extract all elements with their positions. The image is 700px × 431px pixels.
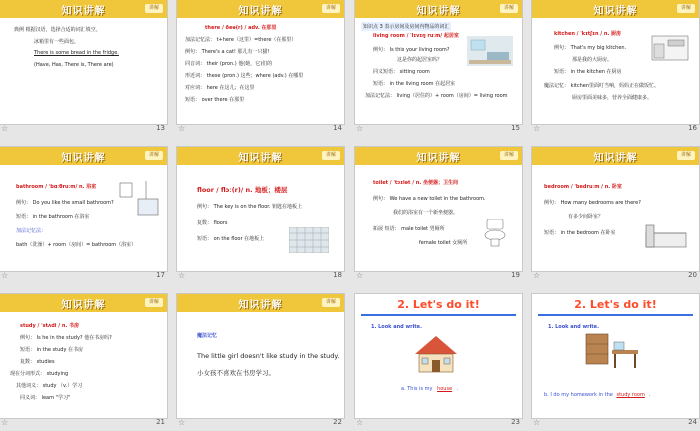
slide-19[interactable] bbox=[355, 147, 522, 280]
star-icon: ☆ bbox=[178, 124, 186, 133]
slide-line: 短语： on the floor 在地板上 bbox=[197, 236, 265, 242]
bedroom-image bbox=[644, 219, 692, 253]
header-badge: 讲解 bbox=[500, 151, 518, 160]
header-badge: 讲解 bbox=[677, 151, 695, 160]
slide-22[interactable] bbox=[177, 294, 344, 427]
slide-15[interactable] bbox=[355, 0, 522, 133]
slide-number: 14 bbox=[333, 124, 342, 132]
answer-blank[interactable]: study room bbox=[616, 392, 645, 398]
slide-line: 有多少间卧室？ bbox=[568, 214, 604, 220]
slide-line: 例句： There's a cat! 那儿有一只猫! bbox=[185, 49, 270, 55]
slide-header bbox=[0, 294, 167, 312]
star-icon: ☆ bbox=[356, 124, 364, 133]
slide-line: female toilet 女厕所 bbox=[419, 240, 468, 246]
slide-23[interactable] bbox=[355, 294, 522, 427]
bathroom-image bbox=[118, 181, 160, 219]
slide-line: 短语： in the living room 在起居室 bbox=[373, 81, 456, 87]
slide-number: 22 bbox=[333, 418, 342, 426]
slide-line: The little girl doesn't like study in the study. bbox=[197, 352, 340, 360]
word-heading: bathroom / ˈbɑːθruːm/ n. 浴室 bbox=[16, 184, 97, 190]
living-room-image bbox=[467, 36, 513, 66]
slide-line: 加法记忆法： bbox=[16, 228, 47, 234]
slide-header bbox=[0, 0, 167, 18]
star-icon: ☆ bbox=[1, 418, 9, 427]
word-heading: kitchen / ˈkɪtʃɪn / n. 厨房 bbox=[554, 31, 622, 37]
slide-line: 冰箱里有一些面包。 bbox=[34, 39, 80, 45]
word-heading: there / ðeə(r) / adv. 在那里 bbox=[205, 25, 277, 31]
slide-line: 例句： We have a new toilet in the bathroom. bbox=[373, 196, 486, 202]
slide-line: 例句： Is he in the study? 他在书房吗? bbox=[20, 335, 112, 341]
slide-title: 2. Let's do it! bbox=[397, 298, 480, 311]
slide-line: 小女孩不喜欢在书房学习。 bbox=[197, 369, 275, 377]
slide-header bbox=[0, 147, 167, 165]
slide-14[interactable] bbox=[177, 0, 344, 133]
slide-number: 19 bbox=[511, 271, 520, 279]
header-badge: 讲解 bbox=[145, 151, 163, 160]
slide-line: 例句： How many bedrooms are there? bbox=[544, 200, 641, 206]
toilet-image bbox=[483, 219, 509, 247]
slide-line: There is some bread in the fridge. bbox=[34, 50, 119, 56]
word-heading: floor / flɔː(r)/ n. 地板；楼层 bbox=[197, 186, 288, 194]
star-icon: ☆ bbox=[1, 271, 9, 280]
slide-header bbox=[355, 0, 522, 18]
slide-title: 知识讲解 bbox=[238, 153, 283, 164]
slide-header bbox=[532, 0, 699, 18]
slide-title: 知识讲解 bbox=[593, 6, 638, 17]
star-icon: ☆ bbox=[1, 124, 9, 133]
slide-line: 魔法记忆： kitchen里面叮当响，妈妈正在做饭忙。 bbox=[544, 83, 659, 89]
slide-line: 短语： in the bathroom 在浴室 bbox=[16, 214, 90, 220]
slide-21[interactable] bbox=[0, 294, 167, 427]
title-divider bbox=[538, 314, 693, 316]
slide-line: 形近词： these (pron.) 这些；where (adv.) 在哪里 bbox=[185, 73, 304, 79]
star-icon: ☆ bbox=[178, 271, 186, 280]
star-icon: ☆ bbox=[533, 271, 541, 280]
slide-line: 典例 根据汉语，选择合适的词汇填空。 bbox=[14, 27, 101, 33]
word-heading: study / ˈstʌdi / n. 书房 bbox=[20, 323, 80, 329]
study-room-image bbox=[584, 332, 640, 376]
kitchen-image bbox=[650, 30, 690, 62]
slide-line: 现在分词形式： studying bbox=[10, 371, 69, 377]
star-icon: ☆ bbox=[178, 418, 186, 427]
slide-line: 短语： in the kitchen 在厨房 bbox=[554, 69, 622, 75]
title-divider bbox=[361, 314, 516, 316]
slide-header bbox=[177, 294, 344, 312]
slide-line: 那是我的大厨房。 bbox=[572, 57, 613, 63]
slide-header bbox=[355, 147, 522, 165]
slide-20[interactable] bbox=[532, 147, 699, 280]
header-badge: 讲解 bbox=[322, 4, 340, 13]
slide-line: 1. Look and write. bbox=[371, 324, 422, 330]
slide-title: 知识讲解 bbox=[238, 300, 283, 311]
slide-number: 13 bbox=[156, 124, 165, 132]
slide-line: 同义短语： sitting room bbox=[373, 69, 430, 75]
floor-image bbox=[289, 227, 329, 253]
slide-title: 知识讲解 bbox=[61, 6, 106, 17]
header-badge: 讲解 bbox=[145, 4, 163, 13]
slide-line: 加法记忆法： living（居住的）+ room（房间）= living room bbox=[365, 93, 508, 99]
header-badge: 讲解 bbox=[677, 4, 695, 13]
exercise-period: . bbox=[648, 392, 651, 398]
slide-line: 复数： floors bbox=[197, 220, 228, 226]
slide-line: 例句： That's my big kitchen. bbox=[554, 45, 627, 51]
slide-line: 这是你的起居室吗？ bbox=[397, 57, 443, 63]
slide-number: 16 bbox=[688, 124, 697, 132]
slide-18[interactable] bbox=[177, 147, 344, 280]
slide-13[interactable] bbox=[0, 0, 167, 133]
word-heading: bedroom / ˈbedruːm / n. 卧室 bbox=[544, 184, 622, 190]
slide-line: 其他词义： study （v.）学习 bbox=[16, 383, 83, 389]
slide-16[interactable] bbox=[532, 0, 699, 133]
slide-line: 拓展 短语： male toilet 男厕所 bbox=[373, 226, 445, 232]
slide-header bbox=[177, 0, 344, 18]
slide-line: 1. Look and write. bbox=[548, 324, 599, 330]
slide-line: 对应词： here 在这儿；在这里 bbox=[185, 85, 255, 91]
slide-line: bath（洗澡）+ room（房间）= bathroom（浴室） bbox=[16, 242, 137, 248]
exercise-prompt: a. This is my bbox=[401, 386, 433, 392]
slide-title: 知识讲解 bbox=[593, 153, 638, 164]
slide-title: 知识讲解 bbox=[238, 6, 283, 17]
slide-line: 例句： Do you like the small bathroom? bbox=[16, 200, 114, 206]
word-heading: living room / ˈlɪvɪŋ ruːm/ 起居室 bbox=[373, 33, 459, 39]
slide-number: 23 bbox=[511, 418, 520, 426]
star-icon: ☆ bbox=[356, 271, 364, 280]
star-icon: ☆ bbox=[356, 418, 364, 427]
header-badge: 讲解 bbox=[322, 151, 340, 160]
slide-number: 20 bbox=[688, 271, 697, 279]
slide-title: 知识讲解 bbox=[61, 153, 106, 164]
slide-title: 2. Let's do it! bbox=[574, 298, 657, 311]
slide-line: 加法记忆法： t+here（这里）=there（在那里） bbox=[185, 37, 297, 43]
slide-line: 我们的浴室有一个新坐便器。 bbox=[393, 210, 459, 216]
slide-line: 同音词： their (pron.) 他(她，它)们的 bbox=[185, 61, 273, 67]
slide-number: 15 bbox=[511, 124, 520, 132]
knowledge-tag: 知识点 3 表示房间及房间内物品的词汇 bbox=[363, 24, 450, 30]
slide-number: 18 bbox=[333, 271, 342, 279]
star-icon: ☆ bbox=[533, 124, 541, 133]
star-icon: ☆ bbox=[533, 418, 541, 427]
answer-blank[interactable]: house bbox=[437, 386, 453, 392]
exercise-period: . bbox=[456, 386, 459, 392]
slide-number: 17 bbox=[156, 271, 165, 279]
slide-line: 复数： studies bbox=[20, 359, 55, 365]
header-badge: 讲解 bbox=[322, 298, 340, 307]
magic-memory-tag: 魔法记忆 bbox=[197, 333, 218, 339]
slide-title: 知识讲解 bbox=[61, 300, 106, 311]
slide-line: 例句： The key is on the floor. 钥匙在地板上 bbox=[197, 204, 303, 210]
header-badge: 讲解 bbox=[500, 4, 518, 13]
slide-line: 厨房里面美味多，营养全面健康多。 bbox=[572, 95, 653, 101]
slide-line: 短语： over there 在那里 bbox=[185, 97, 245, 103]
slide-line: 例句： Is this your living room? bbox=[373, 47, 450, 53]
slide-line: 短语： in the bedroom 在卧室 bbox=[544, 230, 616, 236]
slide-header bbox=[532, 147, 699, 165]
slide-number: 21 bbox=[156, 418, 165, 426]
slide-line: (Have, Has, There is, There are) bbox=[34, 62, 114, 68]
exercise-prompt: b. I do my homework in the bbox=[544, 392, 613, 398]
slide-title: 知识讲解 bbox=[416, 6, 461, 17]
slide-17[interactable] bbox=[0, 147, 167, 280]
slide-24[interactable] bbox=[532, 294, 699, 427]
header-badge: 讲解 bbox=[145, 298, 163, 307]
word-heading: toilet / ˈtɔɪlət / n. 坐便器；卫生间 bbox=[373, 180, 458, 186]
house-image bbox=[413, 334, 459, 374]
slide-line: 同义词： learn "学习" bbox=[20, 395, 71, 401]
slide-title: 知识讲解 bbox=[416, 153, 461, 164]
slide-line: 短语： in the study 在书房 bbox=[20, 347, 83, 353]
slide-number: 24 bbox=[688, 418, 697, 426]
slide-header bbox=[177, 147, 344, 165]
